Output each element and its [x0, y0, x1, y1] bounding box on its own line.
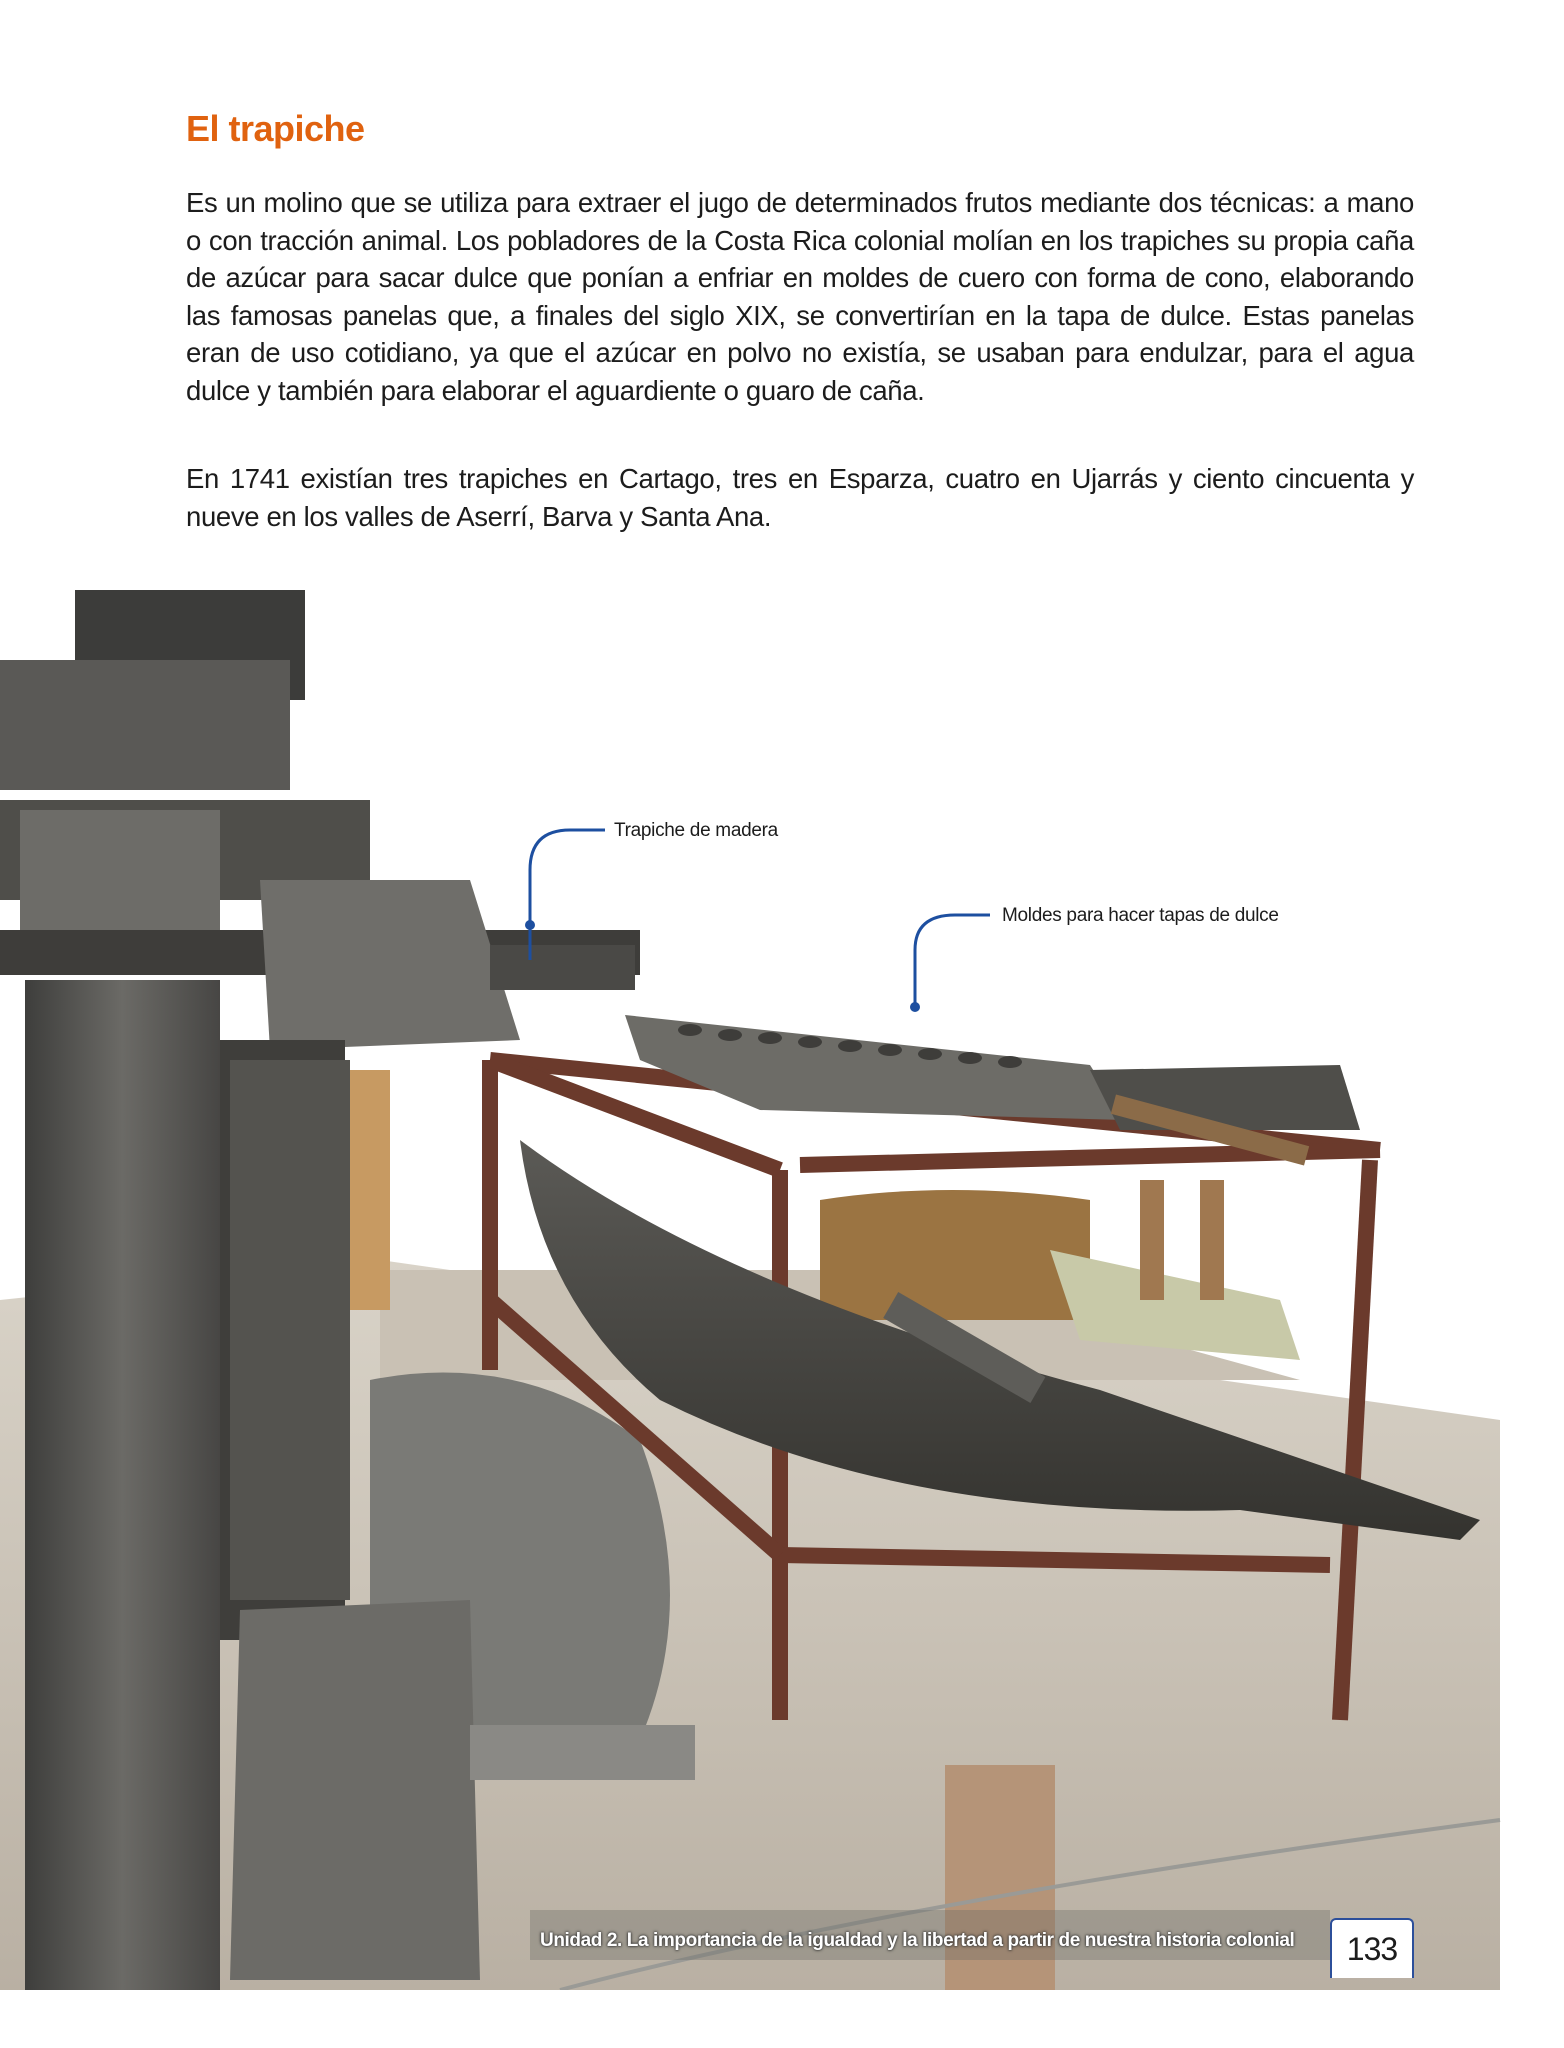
body-paragraph-1: Es un molino que se utiliza para extraer el jugo de determinados frutos mediante dos técnicas: a mano o con tracción animal. Los pobladores de la Costa Rica colonial molían en los trapiches su propia caña de azúcar para sacar dulce que ponían a enfriar en moldes de cuero con forma de cono, elaborando las famosas panelas que, a finales del siglo XIX, se convertirían en la tapa de dulce. Estas panelas eran de uso cotidiano, ya que el azúcar en polvo no existía, se usaban para endulzar, para el agua dulce y también para elaborar el aguardiente o guaro de caña. [186, 187, 1414, 406]
callout-moldes-label: Moldes para hacer tapas de dulce [1002, 905, 1279, 926]
page-number: 133 [1346, 1930, 1398, 1967]
trapiche-photo [0, 560, 1564, 1990]
callout-trapiche-label: Trapiche de madera [614, 820, 778, 841]
page-number-box [1330, 1918, 1414, 1978]
section-title: El trapiche [186, 108, 365, 149]
unit-footer-text: Unidad 2. La importancia de la igualdad y la libertad a partir de nuestra historia colonial [540, 1930, 1295, 1951]
body-paragraph-2: En 1741 existían tres trapiches en Cartago, tres en Esparza, cuatro en Ujarrás y ciento cincuenta y nueve en los valles de Aserrí, Barva y Santa Ana. [186, 463, 1414, 532]
